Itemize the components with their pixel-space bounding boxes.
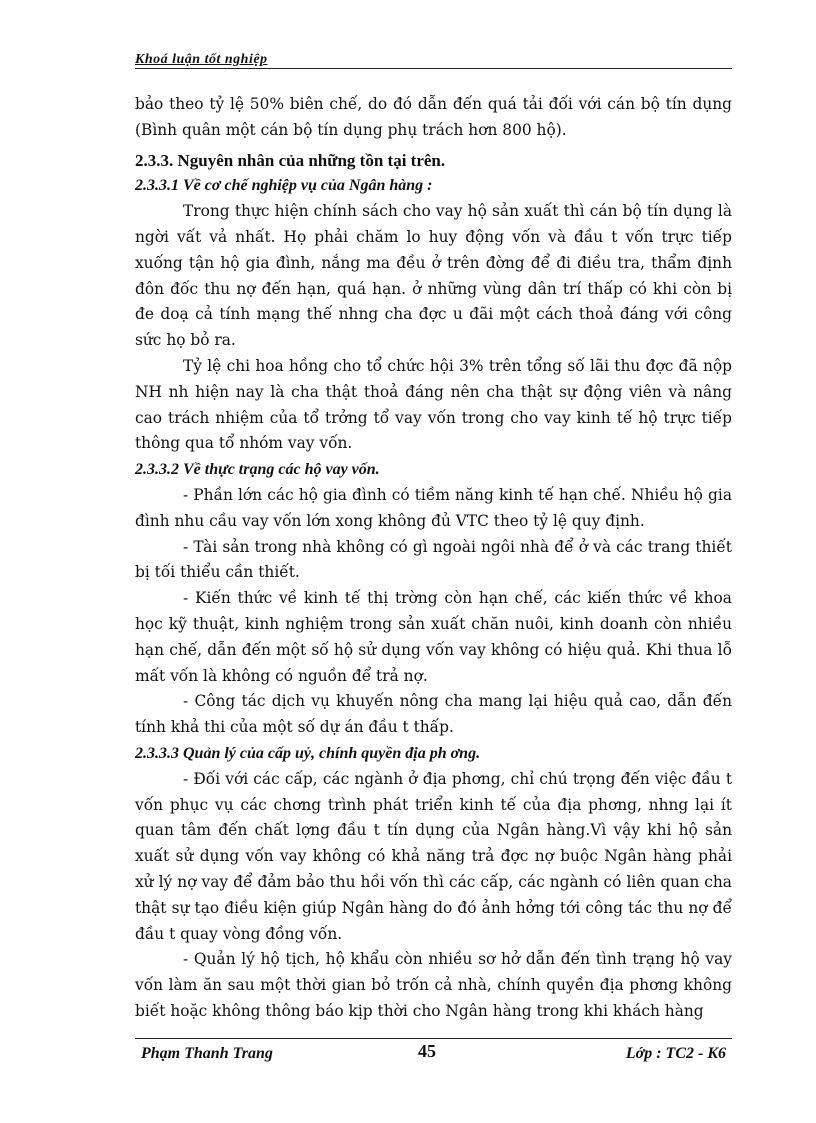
footer-class: Lớp : TC2 - K6 [625,1045,726,1062]
section-heading-2-3-3: 2.3.3. Nguyên nhân của những tồn tại trên. [135,150,446,170]
bullet-extension-services: - Công tác dịch vụ khuyến nông cha mang lại hiệu quả cao, dẫn đến tính khả thi của một số dự án đầu t thấp. [135,692,732,737]
bullet-economic-potential: - Phần lớn các hộ gia đình có tiềm năng kinh tế hạn chế. Nhiều hộ gia đình nhu cầu vay vốn lớn xong không đủ VTC theo tỷ lệ quy định. [135,485,732,530]
document-body [135,92,732,1025]
header-title: Khoá luận tốt nghiệp [135,52,268,67]
page-footer [135,1038,732,1069]
page-header [135,48,732,69]
bullet-market-knowledge: - Kiến thức về kinh tế thị trờng còn hạn chế, các kiến thức về khoa học kỹ thuật, kinh nghiệm trong sản xuất chăn nuôi, kinh doanh còn nhiều hạn chế, dẫn đến một số hộ sử dụng vốn vay không có hiệu quả. Khi thua lỗ mất vốn là không có nguồn để trả nợ. [135,589,732,685]
page-number: 45 [418,1041,436,1061]
bullet-household-registry: - Quản lý hộ tịch, hộ khẩu còn nhiều sơ hở dẫn đến tình trạng hộ vay vốn làm ăn sau một thời gian bỏ trốn cả nhà, chính quyền địa phơng không biết hoặc không thông báo kịp thời cho Ngân hàng trong khi khách hàng [135,950,732,1020]
subsection-heading-2-3-3-1: 2.3.3.1 Về cơ chế nghiệp vụ của Ngân hàng : [135,177,433,195]
subsection-heading-2-3-3-2: 2.3.3.2 Về thực trạng các hộ vay vốn. [135,461,380,479]
bullet-local-authorities: - Đối với các cấp, các ngành ở địa phơng, chỉ chú trọng đến việc đầu t vốn phục vụ các chơng trình phát triển kinh tế của địa phơng, nhng lại ít quan tâm đến chất lợng đầu t tín dụng của Ngân hàng.Vì vậy khi hộ sản xuất sử dụng vốn vay không có khả năng trả đợc nợ buộc Ngân hàng phải xử lý nợ vay để đảm bảo thu hồi vốn thì các cấp, các ngành có liên quan cha thật sự tạo điều kiện giúp Ngân hàng do đó ảnh hởng tới công tác thu nợ để đầu t quay vòng đồng vốn. [135,769,732,943]
paragraph-continuation: bảo theo tỷ lệ 50% biên chế, do đó dẫn đến quá tải đối với cán bộ tín dụng (Bình quân một cán bộ tín dụng phụ trách hơn 800 hộ). [135,95,732,139]
bullet-assets: - Tài sản trong nhà không có gì ngoài ngôi nhà để ở và các trang thiết bị tối thiểu cần thiết. [135,537,732,582]
paragraph-commission-rate: Tỷ lệ chi hoa hồng cho tổ chức hội 3% trên tổng số lãi thu đợc đã nộp NH nh hiện nay là cha thật thoả đáng nên cha thật sự động viên và nâng cao trách nhiệm của tổ trởng tổ vay vốn trong cho vay kinh tế hộ trực tiếp thông qua tổ nhóm vay vốn. [135,356,732,453]
paragraph-credit-officer: Trong thực hiện chính sách cho vay hộ sản xuất thì cán bộ tín dụng là ngời vất vả nhất. Họ phải chăm lo huy động vốn và đầu t vốn trực tiếp xuống tận hộ gia đình, nắng ma đều ở trên đờng để đi điều tra, thẩm định đôn đốc thu nợ đến hạn, quá hạn. ở những vùng dân trí thấp có khi còn bị đe doạ cả tính mạng thế nhng cha đợc u đãi một cách thoả đáng với công sức họ bỏ ra. [135,202,732,350]
subsection-heading-2-3-3-3: 2.3.3.3 Quản lý của cấp uỷ, chính quyền địa ph ơng. [135,744,481,762]
footer-author: Phạm Thanh Trang [141,1045,273,1062]
